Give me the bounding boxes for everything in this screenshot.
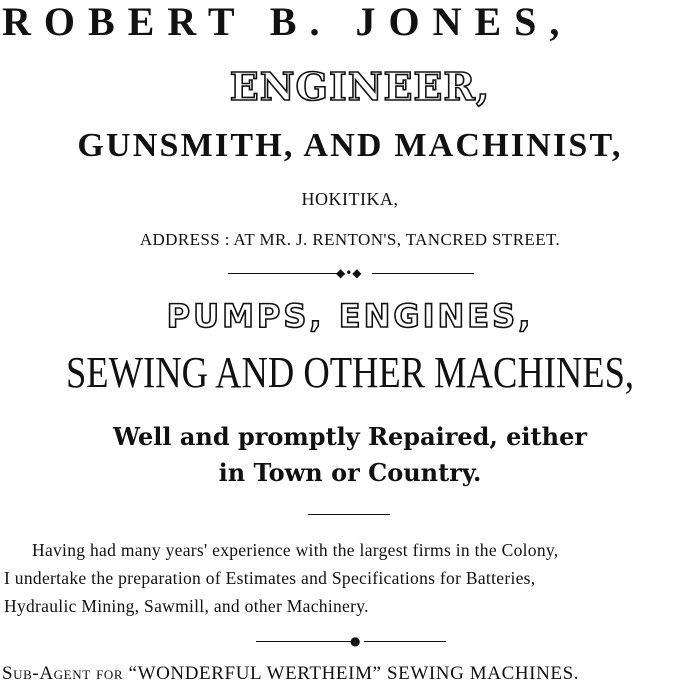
trade-heading-engineer: ENGINEER, (229, 64, 491, 109)
town-name: HOKITIKA, (301, 189, 399, 209)
trades-heading: GUNSMITH, AND MACHINIST, (77, 127, 623, 164)
services-heading: PUMPS, ENGINES, (166, 297, 534, 335)
business-address: ADDRESS : AT MR. J. RENTON'S, TANCRED STREET. (139, 230, 561, 249)
advertiser-name: ROBERT B. JONES, (2, 0, 573, 44)
repair-line-1: Well and promptly Repaired, either (112, 422, 587, 451)
sub-agent-label: Sub-Agent for (2, 663, 124, 684)
diamond-ornament-icon: ◆•◆ (336, 266, 362, 280)
sub-agent-line (2, 662, 700, 686)
experience-line-3: Hydraulic Mining, Sawmill, and other Machinery. (4, 596, 369, 616)
experience-paragraph (4, 536, 696, 620)
short-divider (308, 514, 390, 515)
machines-heading: SEWING AND OTHER MACHINES, (65, 348, 635, 397)
experience-line-2: I undertake the preparation of Estimates and Specifications for Batteries, (4, 568, 536, 588)
experience-line-1: Having had many years' experience with the largest firms in the Colony, (32, 540, 559, 560)
bead-ornament-icon: ● (350, 634, 361, 648)
sub-agent-product: “WONDERFUL WERTHEIM” SEWING MACHINES. (128, 663, 580, 684)
repair-line-2: in Town or Country. (218, 458, 482, 487)
